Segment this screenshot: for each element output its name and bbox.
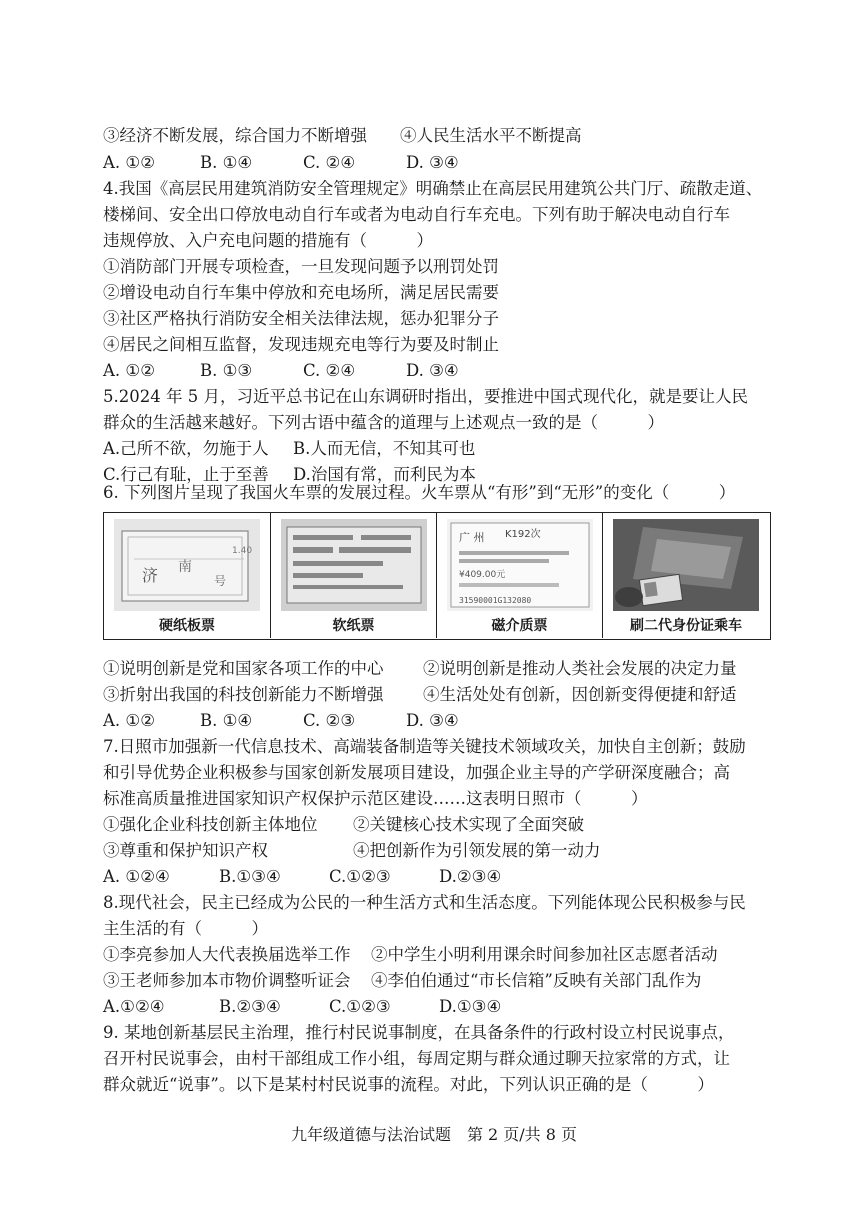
q8-stem-line-2: 主生活的有（ ） xyxy=(103,919,268,938)
image-caption-3: 磁介质票 xyxy=(491,618,548,634)
option-c: C. ②③ xyxy=(303,711,356,730)
ticket-image-table xyxy=(103,512,771,640)
option-d: D. ③④ xyxy=(406,153,459,172)
option-a: A. ①② xyxy=(103,711,155,730)
q8-options xyxy=(103,996,783,1018)
q8-statement-2: ②中学生小明利用课余时间参加社区志愿者活动 xyxy=(371,945,718,964)
q4-stem-line-2: 楼梯间、安全出口停放电动自行车或者为电动自行车充电。下列有助于解决电动自行车 xyxy=(103,205,730,224)
q8-statement-4: ④李伯伯通过“市长信箱”反映有关部门乱作为 xyxy=(371,971,702,990)
image-caption-1: 硬纸板票 xyxy=(159,618,215,634)
q6-statements-row-1 xyxy=(103,658,783,680)
q7-statement-3: ③尊重和保护知识产权 xyxy=(103,841,268,860)
option-b: B. ①④ xyxy=(200,153,253,172)
q9-stem-line-3: 群众就近“说事”。以下是某村村民说事的流程。对此，下列认识正确的是（ ） xyxy=(103,1075,714,1094)
q4-stem-line-1: 4.我国《高层民用建筑消防安全管理规定》明确禁止在高层民用建筑公共门厅、疏散走道、 xyxy=(103,179,763,198)
q7-options xyxy=(103,866,783,888)
option-a: A.①②④ xyxy=(103,997,165,1016)
q9-stem-line-2: 召开村民说事会，由村干部组成工作小组，每周定期与群众通过聊天拉家常的方式，让 xyxy=(103,1049,730,1068)
ticket-train: K192次 xyxy=(505,529,541,540)
option-c: C.①②③ xyxy=(329,867,391,886)
option-d: D. ③④ xyxy=(406,711,459,730)
svg-text:济: 济 xyxy=(142,566,159,585)
option-b: B.①③④ xyxy=(219,867,281,886)
choice-d: D.治国有常，而利民为本 xyxy=(293,465,476,484)
ticket-from: 广 州 xyxy=(459,531,485,544)
q6-statement-2: ②说明创新是推动人类社会发展的决定力量 xyxy=(423,659,737,678)
choice-a: A.己所不欲，勿施于人 xyxy=(103,439,269,458)
image-caption-4: 刷二代身份证乘车 xyxy=(630,618,742,634)
svg-text:号: 号 xyxy=(214,574,227,588)
q6-statement-3: ③折射出我国的科技创新能力不断增强 xyxy=(103,685,384,704)
soft-paper-ticket-photo xyxy=(281,519,427,611)
q5-stem-line-2: 群众的生活越来越好。下列古语中蕴含的道理与上述观点一致的是（ ） xyxy=(103,413,664,432)
image-cell-1 xyxy=(104,513,270,638)
option-c: C. ②④ xyxy=(303,153,356,172)
option-a: A. ①② xyxy=(103,153,155,172)
q3-statement-line: ③经济不断发展，综合国力不断增强 ④人民生活水平不断提高 xyxy=(103,126,582,145)
q4-options xyxy=(103,360,783,382)
option-d: D. ③④ xyxy=(406,361,459,380)
q7-stem-line-2: 和引导优势企业积极参与国家创新发展项目建设，加强企业主导的产学研深度融合；高 xyxy=(103,763,730,782)
svg-text:南: 南 xyxy=(178,559,192,575)
option-a: A. ①②④ xyxy=(103,867,170,886)
image-caption-2: 软纸票 xyxy=(332,618,375,634)
q4-statement-2: ②增设电动自行车集中停放和充电场所，满足居民需要 xyxy=(103,283,499,302)
option-d: D.①③④ xyxy=(439,997,502,1016)
image-cell-4 xyxy=(602,513,769,638)
q6-statements-row-2 xyxy=(103,684,783,706)
option-a: A. ①② xyxy=(103,361,155,380)
q4-statement-1: ①消防部门开展专项检查，一旦发现问题予以刑罚处罚 xyxy=(103,257,499,276)
q7-statement-2: ②关键核心技术实现了全面突破 xyxy=(353,815,584,834)
choice-c: C.行己有耻，止于至善 xyxy=(103,465,269,484)
id-card-gate-photo xyxy=(613,519,759,611)
option-c: C. ②④ xyxy=(303,361,356,380)
q7-statements-row-2 xyxy=(103,840,783,862)
q5-choices-row-1 xyxy=(103,438,783,460)
ticket-price: ¥409.00元 xyxy=(459,570,506,580)
q6-statement-1: ①说明创新是党和国家各项工作的中心 xyxy=(103,659,384,678)
q7-stem-line-1: 7.日照市加强新一代信息技术、高端装备制造等关键技术领域攻关，加快自主创新；鼓励 xyxy=(103,737,746,756)
q4-statement-4: ④居民之间相互监督，发现违规充电等行为要及时制止 xyxy=(103,335,499,354)
q8-statements-row-2 xyxy=(103,970,783,992)
q6-stem-line-1: 6. 下列图片呈现了我国火车票的发展过程。火车票从“有形”到“无形”的变化（ ） xyxy=(103,483,736,502)
option-b: B. ①③ xyxy=(200,361,253,380)
q8-statement-3: ③王老师参加本市物价调整听证会 xyxy=(103,971,351,990)
q8-stem-line-1: 8.现代社会，民主已经成为公民的一种生活方式和生活态度。下列能体现公民积极参与民 xyxy=(103,893,746,912)
magnetic-ticket-photo xyxy=(447,519,593,611)
q7-statements-row-1 xyxy=(103,814,783,836)
q4-stem-line-3: 违规停放、入户充电问题的措施有（ ） xyxy=(103,231,433,250)
q6-statement-4: ④生活处处有创新，因创新变得便捷和舒适 xyxy=(423,685,737,704)
page-footer: 九年级道德与法治试题 第 2 页/共 8 页 xyxy=(290,1125,578,1144)
q4-statement-3: ③社区严格执行消防安全相关法律法规，惩办犯罪分子 xyxy=(103,309,499,328)
option-b: B. ①④ xyxy=(200,711,253,730)
q8-statement-1: ①李亮参加人大代表换届选举工作 xyxy=(103,945,351,964)
option-d: D.②③④ xyxy=(439,867,502,886)
option-c: C.①②③ xyxy=(329,997,391,1016)
q3-options xyxy=(103,152,783,174)
ticket-serial: 31590001G132080 xyxy=(459,596,532,605)
q7-statement-1: ①强化企业科技创新主体地位 xyxy=(103,815,318,834)
q6-options xyxy=(103,710,783,732)
q7-stem-line-3: 标准高质量推进国家知识产权保护示范区建设……这表明日照市（ ） xyxy=(103,789,648,808)
q5-stem-line-1: 5.2024 年 5 月，习近平总书记在山东调研时指出，要推进中国式现代化，就是要让人民 xyxy=(103,387,748,406)
image-cell-2 xyxy=(270,513,436,638)
svg-text:1.40: 1.40 xyxy=(232,546,253,556)
choice-b: B.人而无信，不知其可也 xyxy=(293,439,476,458)
q9-stem-line-1: 9. 某地创新基层民主治理，推行村民说事制度，在具备条件的行政村设立村民说事点， xyxy=(103,1023,735,1042)
option-b: B.②③④ xyxy=(219,997,281,1016)
q8-statements-row-1 xyxy=(103,944,783,966)
image-cell-3 xyxy=(436,513,602,638)
hard-cardboard-ticket-photo xyxy=(114,519,260,611)
q7-statement-4: ④把创新作为引领发展的第一动力 xyxy=(353,841,601,860)
